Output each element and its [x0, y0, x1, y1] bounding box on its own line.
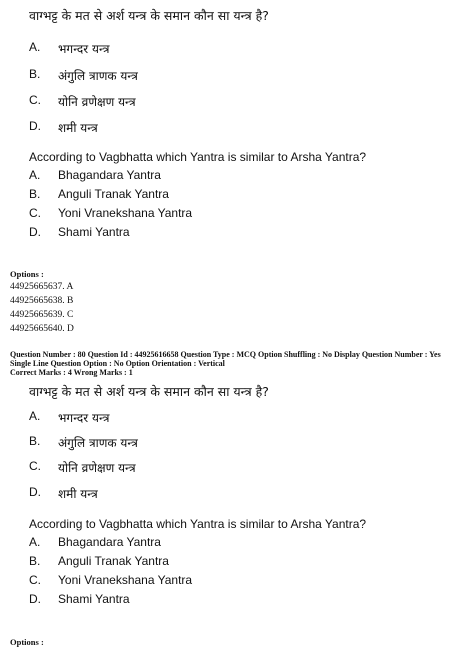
question-meta-line-1: Question Number : 80 Question Id : 44925616658 Question Type : MCQ Option Shuffling : No Display Question Number : Yes: [10, 350, 441, 359]
option-id-d: 44925665640. D: [10, 324, 74, 334]
option-letter: B.: [29, 67, 41, 81]
hindi-question-text: वाग्भट्ट के मत से अर्श यन्त्र के समान कौन सा यन्त्र है?: [29, 8, 269, 23]
option-letter: B.: [29, 187, 41, 201]
option-letter: C.: [29, 93, 41, 107]
option-id-a: 44925665637. A: [10, 282, 74, 292]
option-letter: A.: [29, 40, 41, 54]
option-letter: B.: [29, 434, 41, 448]
option-id-b: 44925665638. B: [10, 296, 74, 306]
option-letter: A.: [29, 168, 41, 182]
option-letter: C.: [29, 573, 41, 587]
options-label: Options :: [10, 637, 44, 647]
option-text: योनि व्रणेक्षण यन्त्र: [58, 95, 136, 109]
option-text: Yoni Vranekshana Yantra: [58, 573, 193, 587]
option-text: Bhagandara Yantra: [58, 168, 161, 182]
option-text: शमी यन्त्र: [58, 487, 98, 501]
option-letter: C.: [29, 206, 41, 220]
english-question-text: According to Vagbhatta which Yantra is similar to Arsha Yantra?: [29, 517, 367, 531]
option-text: Shami Yantra: [58, 225, 130, 239]
options-label: Options :: [10, 269, 44, 279]
option-text: Bhagandara Yantra: [58, 535, 161, 549]
option-letter: B.: [29, 554, 41, 568]
option-text: अंगुलि त्राणक यन्त्र: [58, 69, 138, 83]
option-text: भगन्दर यन्त्र: [58, 411, 110, 425]
option-text: Anguli Tranak Yantra: [58, 554, 169, 568]
option-letter: C.: [29, 459, 41, 473]
option-letter: D.: [29, 119, 41, 133]
hindi-question-text: वाग्भट्ट के मत से अर्श यन्त्र के समान कौन सा यन्त्र है?: [29, 384, 269, 399]
option-letter: A.: [29, 535, 41, 549]
option-letter: D.: [29, 485, 41, 499]
option-text: अंगुलि त्राणक यन्त्र: [58, 436, 138, 450]
option-letter: D.: [29, 592, 41, 606]
option-text: शमी यन्त्र: [58, 121, 98, 135]
question-meta-line-2: Single Line Question Option : No Option Orientation : Vertical: [10, 359, 225, 368]
english-question-text: According to Vagbhatta which Yantra is similar to Arsha Yantra?: [29, 150, 367, 164]
option-letter: A.: [29, 409, 41, 423]
marks-line: Correct Marks : 4 Wrong Marks : 1: [10, 368, 133, 377]
option-text: Shami Yantra: [58, 592, 130, 606]
option-text: भगन्दर यन्त्र: [58, 42, 110, 56]
option-text: Anguli Tranak Yantra: [58, 187, 169, 201]
option-letter: D.: [29, 225, 41, 239]
option-text: योनि व्रणेक्षण यन्त्र: [58, 461, 136, 475]
option-text: Yoni Vranekshana Yantra: [58, 206, 193, 220]
option-id-c: 44925665639. C: [10, 310, 74, 320]
